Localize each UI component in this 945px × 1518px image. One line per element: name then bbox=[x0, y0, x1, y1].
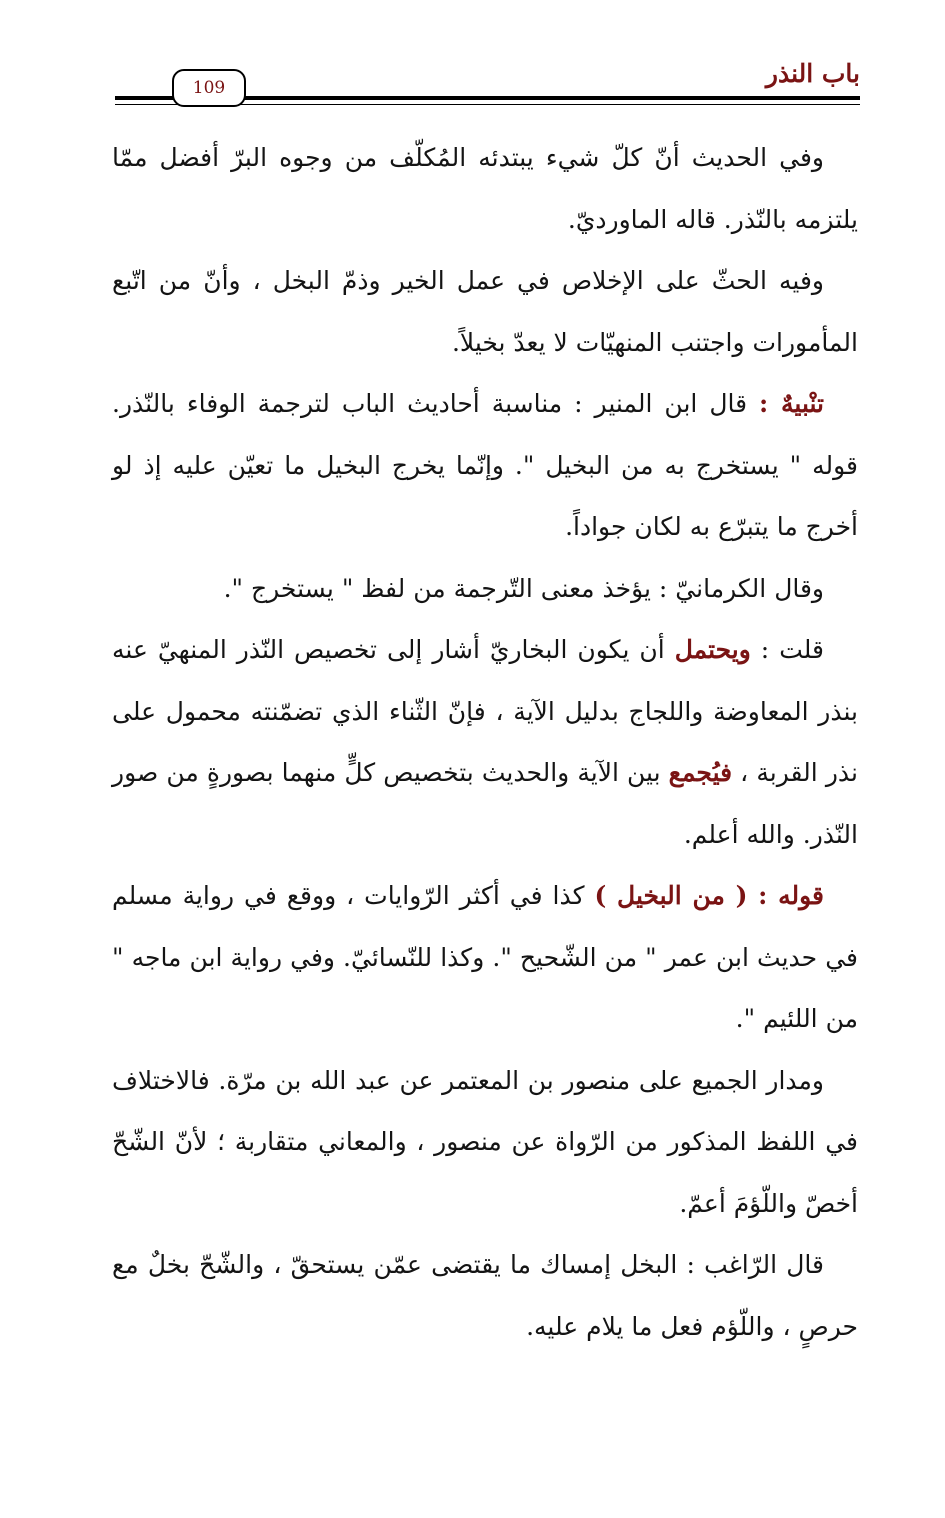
paragraph bbox=[112, 373, 858, 558]
paragraph-text: أن يكون البخاريّ أشار إلى تخصيص النّذر المنهيّ عنه بنذر المعاوضة واللجاج بدليل الآية ، فإنّ الثّناء الذي تضمّنته محمول على نذر القربة ، bbox=[112, 635, 858, 787]
highlighted-term: ويحتمل bbox=[674, 635, 751, 664]
page-header bbox=[115, 55, 860, 115]
paragraph bbox=[112, 619, 858, 865]
paragraph bbox=[112, 1234, 858, 1357]
paragraph-text: قال ابن المنير : مناسبة أحاديث الباب لترجمة الوفاء بالنّذر. قوله " يستخرج به من البخيل ". وإنّما يخرج البخيل ما تعيّن عليه إذ لو أخرج ما يتبرّع به لكان جواداً. bbox=[112, 389, 858, 541]
page-number: 109 bbox=[172, 69, 246, 107]
paragraph-text: وفيه الحثّ على الإخلاص في عمل الخير وذمّ البخل ، وأنّ من اتّبع المأمورات واجتنب المنهيّات لا يعدّ بخيلاً. bbox=[112, 266, 858, 357]
highlighted-term: فيُجمع bbox=[668, 758, 733, 787]
paragraph-text: قلت : bbox=[750, 635, 824, 664]
highlighted-term: قوله : ( من البخيل ) bbox=[594, 881, 824, 910]
paragraph bbox=[112, 127, 858, 250]
paragraph-text: قال الرّاغب : البخل إمساك ما يقتضى عمّن يستحقّ ، والشّحّ بخلٌ مع حرصٍ ، واللّؤم فعل ما يلام عليه. bbox=[112, 1250, 858, 1341]
chapter-title: باب النذر bbox=[765, 59, 860, 88]
paragraph bbox=[112, 250, 858, 373]
highlighted-term: تنْبيهٌ : bbox=[759, 389, 824, 418]
paragraph-text: وقال الكرمانيّ : يؤخذ معنى التّرجمة من لفظ " يستخرج ". bbox=[223, 573, 824, 603]
paragraph bbox=[112, 558, 858, 620]
paragraph-text: كذا في أكثر الرّوايات ، ووقع في رواية مسلم في حديث ابن عمر " من الشّحيح ". وكذا للنّسائيّ. وفي رواية ابن ماجه " من اللئيم ". bbox=[112, 881, 858, 1033]
paragraph-text: بين الآية والحديث بتخصيص كلٍّ منهما بصورةٍ من صور النّذر. والله أعلم. bbox=[112, 758, 858, 849]
paragraph bbox=[112, 1050, 858, 1235]
paragraph-text: وفي الحديث أنّ كلّ شيء يبتدئه المُكلّف من وجوه البرّ أفضل ممّا يلتزمه بالنّذر. قاله الماورديّ. bbox=[112, 143, 858, 234]
paragraph bbox=[112, 865, 858, 1050]
body-text bbox=[112, 127, 858, 1357]
paragraph-text: ومدار الجميع على منصور بن المعتمر عن عبد الله بن مرّة. فالاختلاف في اللفظ المذكور من الرّواة عن منصور ، والمعاني متقاربة ؛ لأنّ الشّحّ أخصّ واللّؤمَ أعمّ. bbox=[112, 1065, 858, 1218]
